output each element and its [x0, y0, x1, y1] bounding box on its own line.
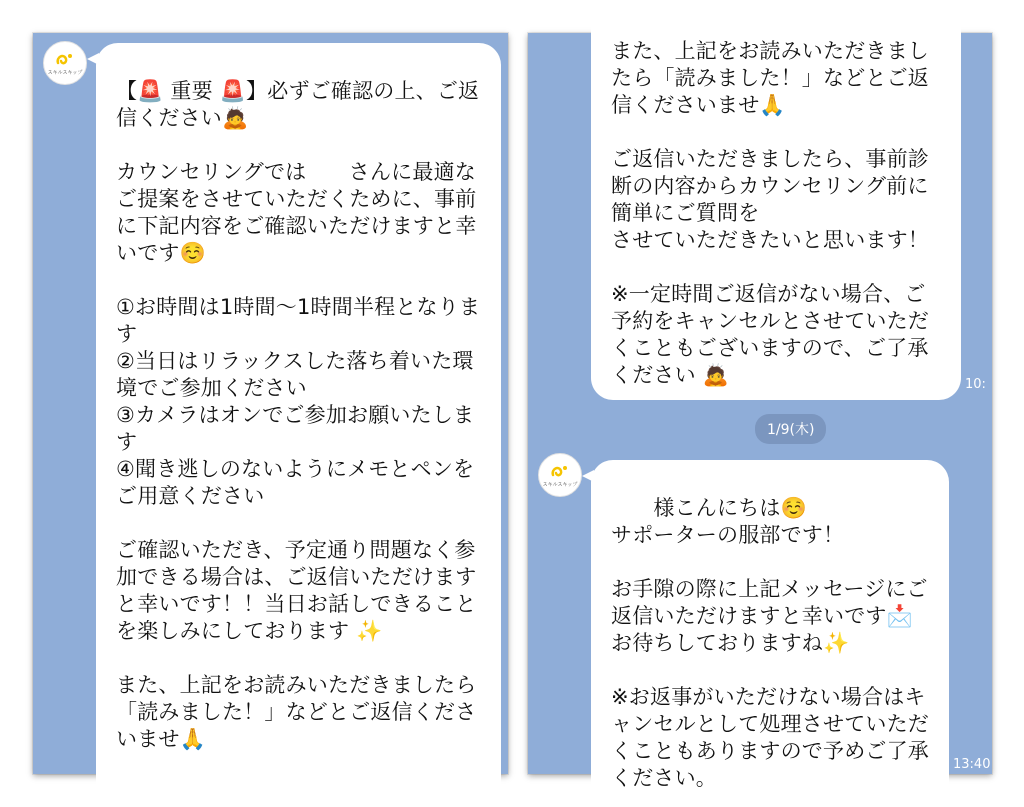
- account-avatar[interactable]: [538, 453, 582, 497]
- message-bubble[interactable]: [591, 460, 949, 800]
- message-timestamp: 13:40: [953, 757, 991, 772]
- chat-screenshot-right: [528, 33, 992, 790]
- chat-screenshot-left: [33, 33, 508, 774]
- account-avatar[interactable]: [43, 41, 87, 85]
- message-text: また、上記をお読みいただきましたら「読みました！」などとご返信くださいませ🙏 ご返信いただきましたら、事前診断の内容からカウンセリング前に簡単にご質問を させていただきたいと思います！ ※一定時間ご返信がない場合、ご予約をキャンセルとさせていただくこともございますので、ご了承ください 🙇: [611, 39, 929, 387]
- date-separator: 1/9(木): [755, 414, 826, 444]
- message-bubble[interactable]: [591, 3, 961, 400]
- message-text: 【🚨 重要 🚨】必ずご確認の上、ご返信ください🙇 カウンセリングでは さんに最適なご提案をさせていただくために、事前に下記内容をご確認いただけますと幸いです☺️ ①お時間は1時間〜1時間半程となります ②当日はリラックスした落ち着いた環境でご参加ください ③カメラはオンでご参加お願いたします ④聞き逃しのないようにメモとペンをご用意ください ご確認いただき、予定通り問題なく参加できる場合は、ご返信いただけますと幸いです！！当日お話しできることを楽しみにしております ✨ また、上記をお読みいただきましたら「読みました！」などとご返信くださいませ🙏: [116, 79, 481, 751]
- avatar-label: スキルスキップ: [542, 481, 578, 488]
- message-bubble[interactable]: [96, 43, 501, 803]
- message-text: 様こんにちは☺️ サポーターの服部です！ お手隙の際に上記メッセージにご返信いただけますと幸いです📩 お待ちしておりますね✨ ※お返事がいただけない場合はキャンセルとして処理させていただくこともありますので予めご了承ください。: [611, 496, 929, 790]
- brand-logo-icon: [549, 463, 571, 481]
- avatar-label: スキルスキップ: [47, 69, 83, 76]
- brand-logo-icon: [54, 51, 76, 69]
- message-timestamp: 10:: [965, 377, 986, 392]
